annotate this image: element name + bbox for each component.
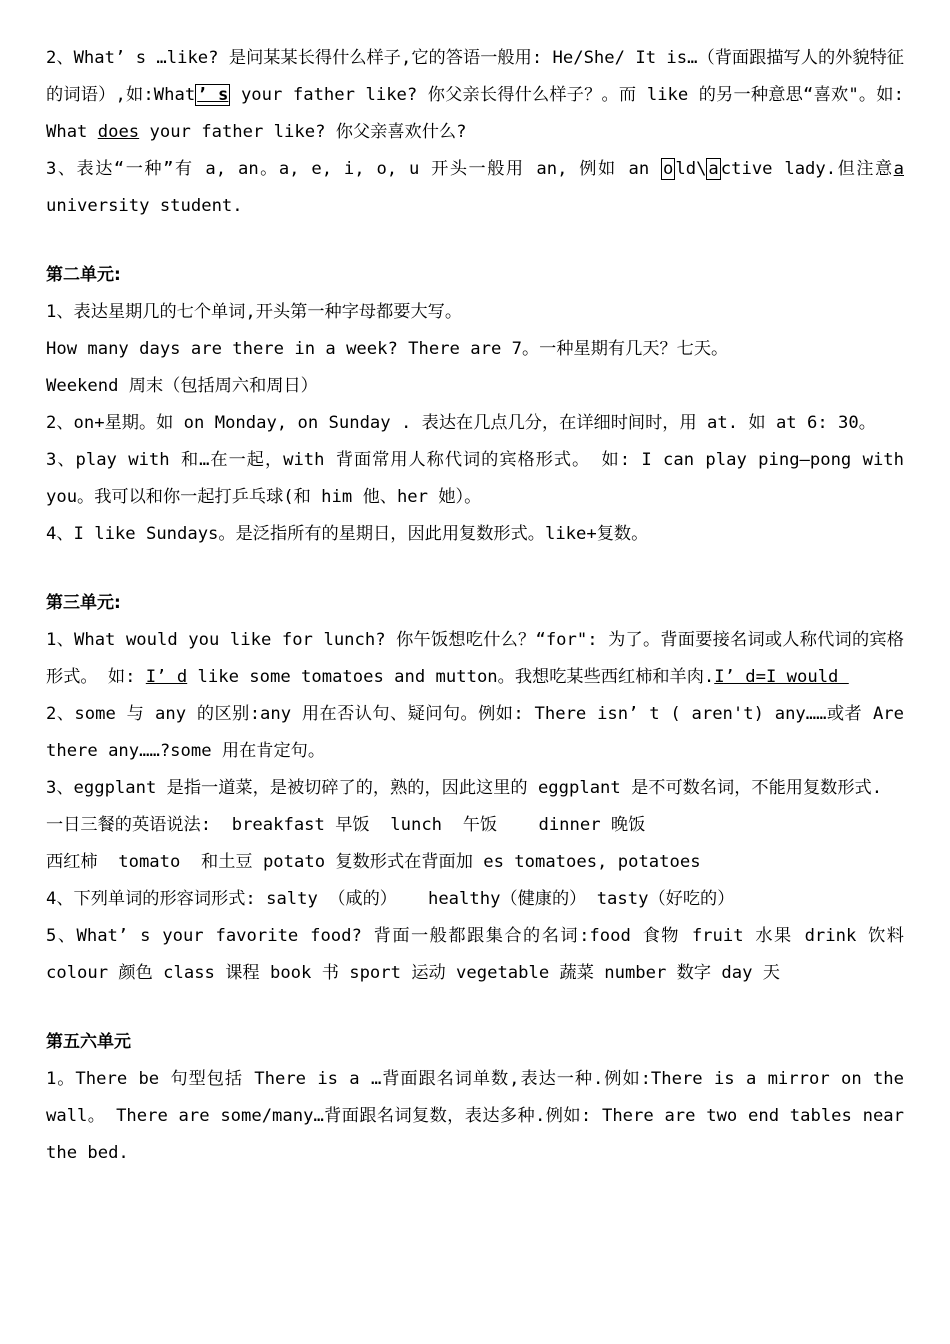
unit2-heading: 第二单元: [46,265,121,285]
unit3-line-1: 1、What would you like for lunch? 你午饭想吃什么？“for": 为了。背面要接名词或人称代词的宾格形式。 如: I’ d like some tomatoes and mutton。我想吃某些西红柿和羊肉.I’ d=I would [46,630,904,687]
unit2-line-3: Weekend 周末（包括周六和周日） [46,376,318,396]
unit3-line-2: 2、some 与 any 的区别:any 用在否认句、疑问句。例如: There isn’ t ( aren't) any……或者 Are there any……?some 用在肯定句。 [46,704,904,761]
unit2-line-5: 3、play with 和…在一起，with 背面常用人称代词的宾格形式。 如: I can play ping—pong with you。我可以和你一起打乒乓球(和 him 他、her 她）。 [46,450,904,507]
unit2-line-4: 2、on+星期。如 on Monday, on Sunday . 表达在几点几分，在详细时间时，用 at. 如 at 6: 30。 [46,413,876,433]
unit56-line-1: 1。There be 句型包括 There is a …背面跟名词单数,表达一种.例如:There is a mirror on the wall。 There are some/many…背面跟名词复数，表达多种.例如: There are two end tables near the bed. [46,1069,904,1163]
underlined-a: a [893,159,904,179]
boxed-letter-a: a [708,159,719,179]
unit3-line-4: 一日三餐的英语说法: breakfast 早饭 lunch 午饭 dinner 晚饭 [46,815,646,835]
unit3-line-5: 西红柿 tomato 和土豆 potato 复数形式在背面加 es tomatoes, potatoes [46,852,701,872]
unit1-point-3: 3、表达“一种”有 a, an。a, e, i, o, u 开头一般用 an, 例如 an o ld\ a ctive lady.但注意a university student. [46,159,904,216]
unit2-line-2: How many days are there in a week? There are 7。一种星期有几天？七天。 [46,339,729,359]
unit1-point-2: 2、What’ s …like? 是问某某长得什么样子,它的答语一般用: He/She/ It is…（背面跟描写人的外貌特征的词语）,如:What ’ s your father like? 你父亲长得什么样子？。而 like 的另一种意思“喜欢"。如: What does your father like? 你父亲喜欢什么? [46,48,904,142]
unit3-heading: 第三单元: [46,593,121,613]
underlined-id: I’ d [145,667,188,687]
boxed-letter-o: o [663,159,674,179]
unit3-line-3: 3、eggplant 是指一道菜，是被切碎了的，熟的，因此这里的 eggplant 是不可数名词，不能用复数形式. [46,778,883,798]
unit3-line-6: 4、下列单词的形容词形式: salty （咸的） healthy（健康的） tasty（好吃的） [46,889,735,909]
boxed-apostrophe-s: ’ s [197,85,229,105]
unit56-heading: 第五六单元 [46,1032,131,1052]
document-page [46,40,904,1172]
underlined-does: does [97,122,140,142]
unit2-line-6: 4、I like Sundays。是泛指所有的星期日，因此用复数形式。like+复数。 [46,524,649,544]
unit3-line-7: 5、What’ s your favorite food? 背面一般都跟集合的名词:food 食物 fruit 水果 drink 饮料 colour 颜色 class 课程 book 书 sport 运动 vegetable 蔬菜 number 数字 day 天 [46,926,904,983]
unit2-line-1: 1、表达星期几的七个单词,开头第一种字母都要大写。 [46,302,463,322]
underlined-i-would: I’ d=I would [714,667,849,687]
